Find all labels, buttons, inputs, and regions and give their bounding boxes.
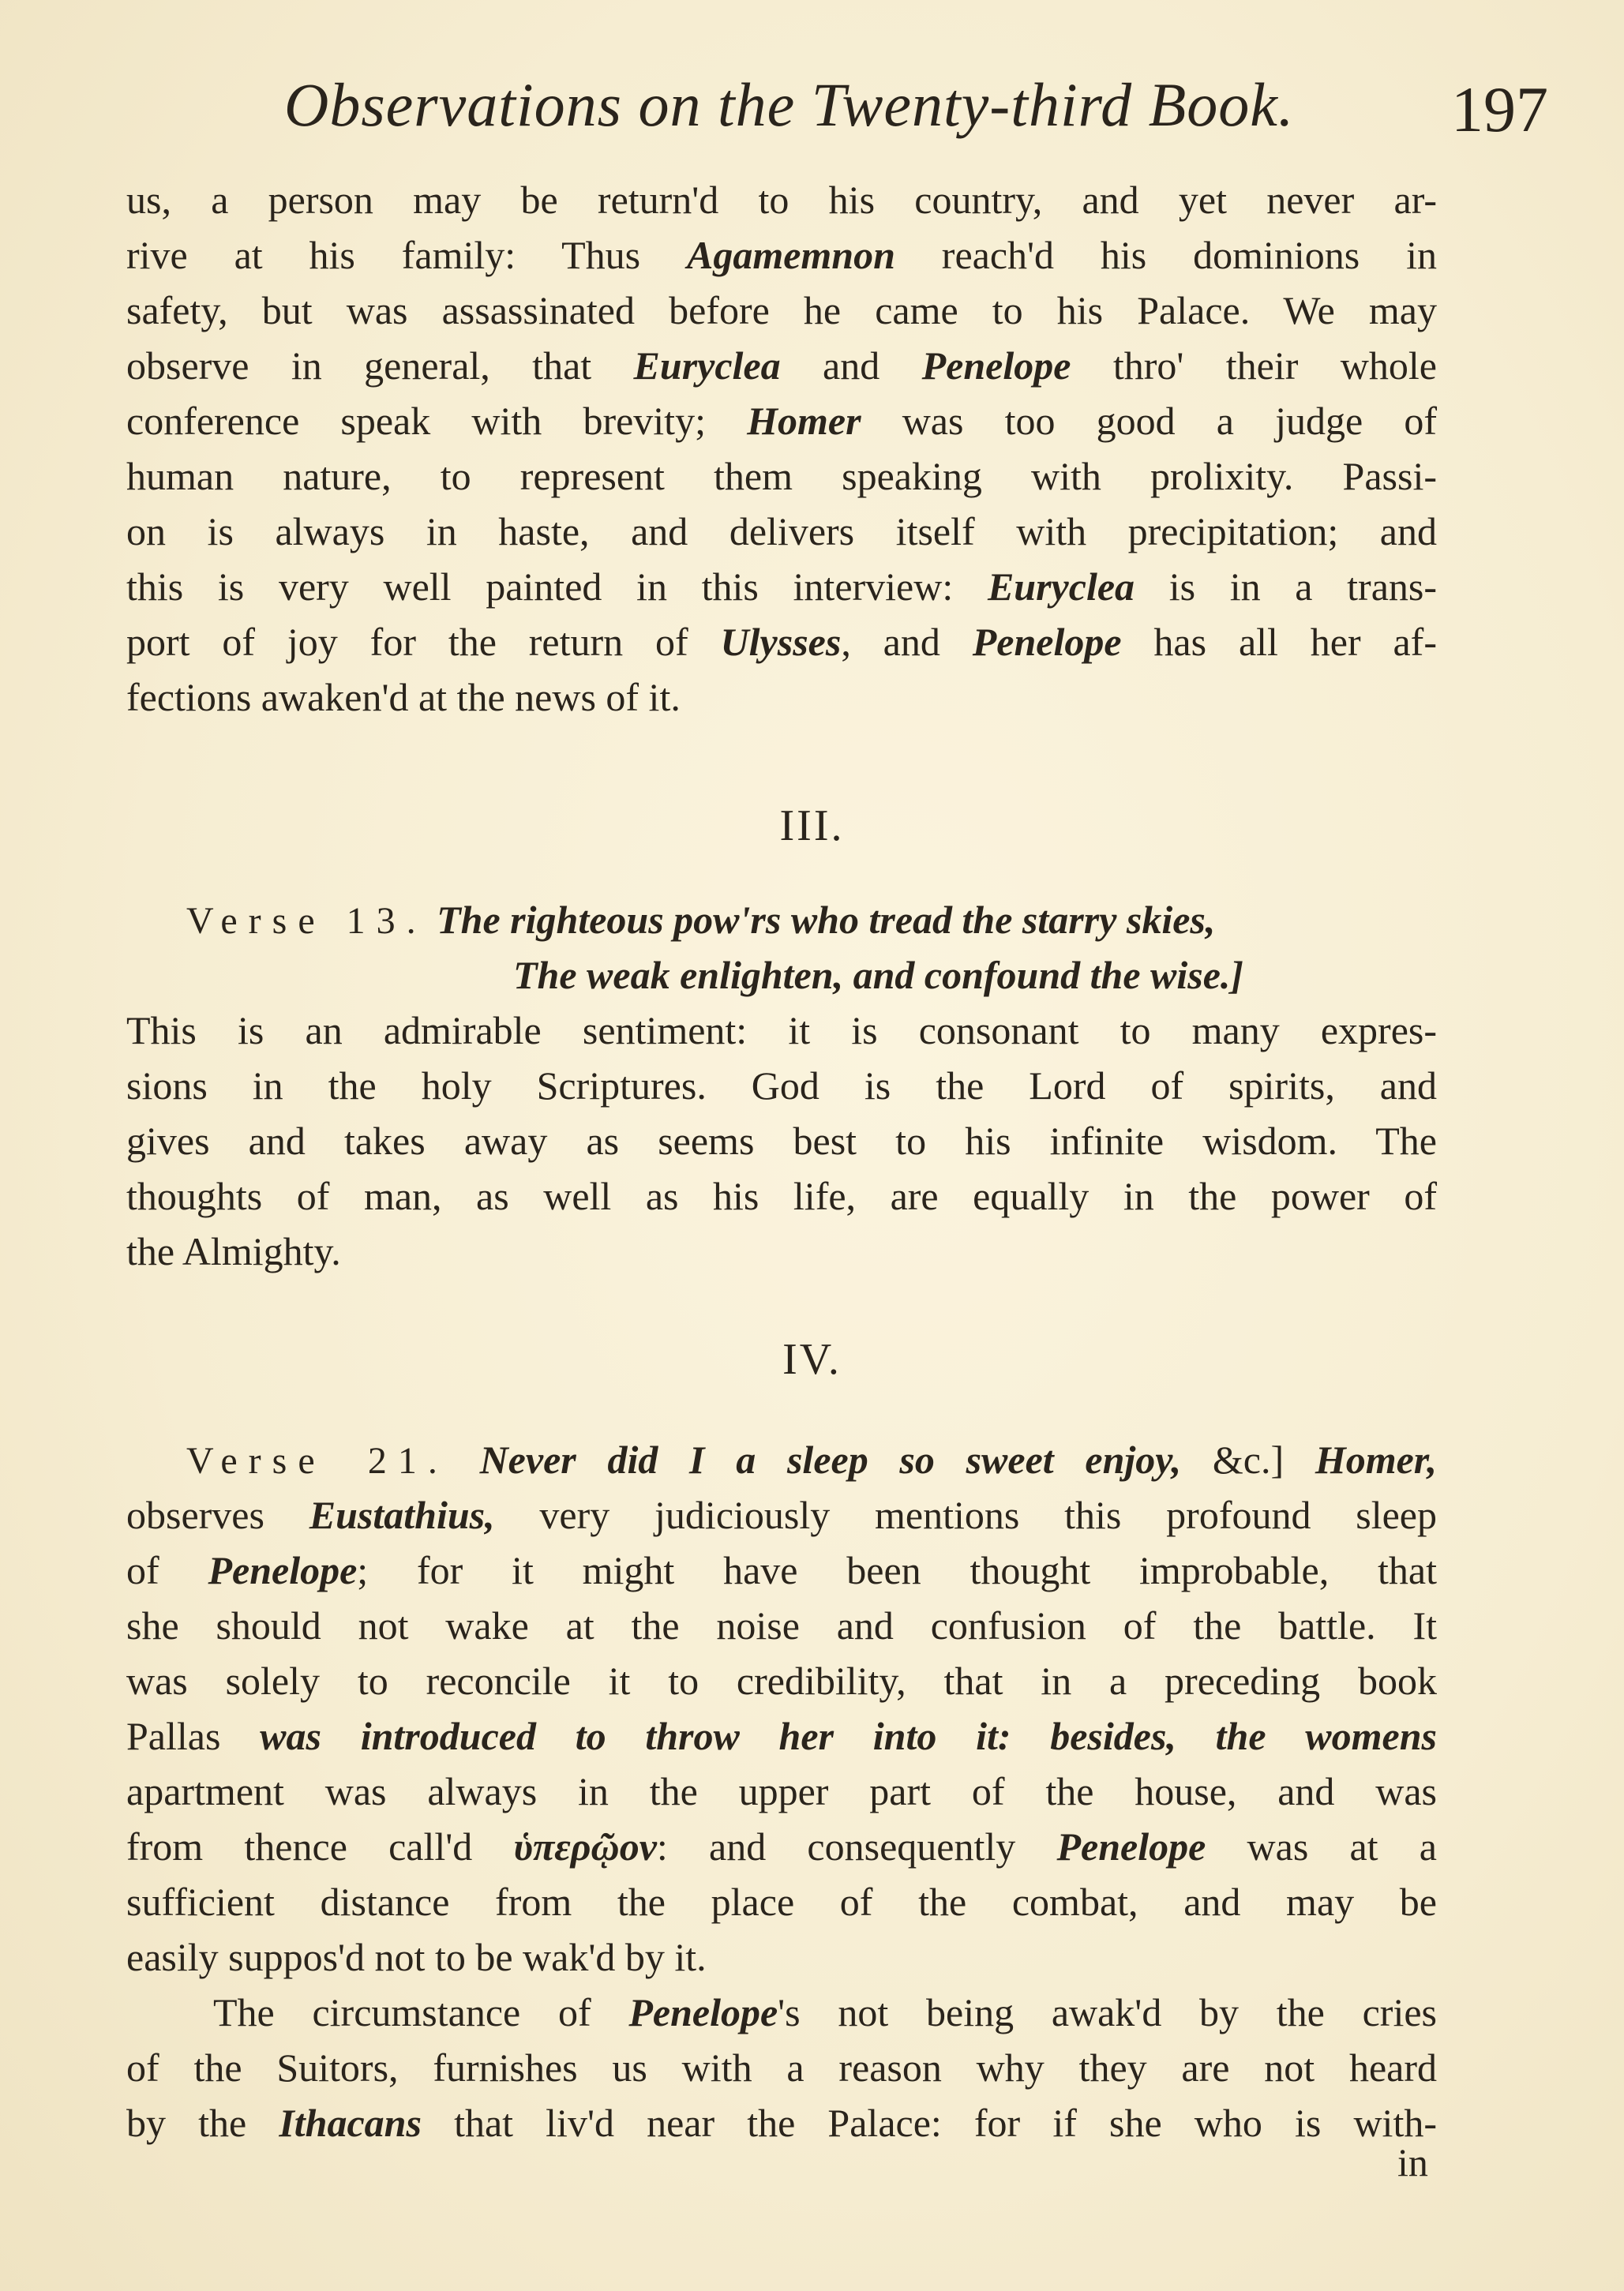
italic-name: Euryclea [633,343,781,388]
text-run: reach'd his dominions in [895,233,1437,277]
text-line [126,1224,1437,1279]
running-title: Observations on the Twenty-third Book. [284,70,1295,139]
text-run: the Almighty. [126,1229,341,1273]
text-run: by the [126,2101,279,2145]
paragraph-circumstance [126,1985,1437,2150]
text-run: port of joy for the return of [126,620,721,664]
page-number: 197 [1451,73,1548,145]
text-run: of [126,1548,208,1592]
text-line [126,1874,1437,1929]
text-run: is in a trans- [1135,564,1438,609]
italic-name: was introduced to throw her into it: besides, the womens [220,1714,1437,1758]
text-run: observes [126,1493,309,1537]
text-line [126,669,1437,725]
text-run: has all her af- [1121,620,1437,664]
text-run: observe in general, that [126,343,634,388]
catchword: in [1397,2140,1428,2184]
text-line [126,504,1437,559]
verse-13-citation-cont [513,947,1461,1003]
text-line [126,1113,1437,1168]
text-run: 's not being awak'd by the cries [778,1990,1437,2034]
italic-name: Ithacans [279,2101,422,2145]
text-run: us, a person may be return'd to his country, and yet never ar- [126,178,1437,222]
text-run: easily suppos'd not to be wak'd by it. [126,1935,707,1979]
text-run: this is very well painted in this interview: [126,564,988,609]
text-line [126,1653,1437,1708]
section-numeral-iv: IV. [782,1335,842,1384]
text-line [126,227,1437,283]
text-line [126,2040,1437,2095]
text-line [126,1708,1437,1764]
text-line [126,1168,1437,1224]
text-line [126,448,1437,504]
italic-name: Penelope [972,620,1122,664]
text-run: that liv'd near the Palace: for if she who is with- [421,2101,1437,2145]
text-run: , and [841,620,973,664]
text-run: This is an admirable sentiment: it is consonant to many expres- [126,1008,1437,1052]
italic-name: Penelope [628,1990,778,2034]
verse-quote: Never did I a sleep so sweet enjoy, [479,1438,1182,1482]
text-run: sions in the holy Scriptures. God is the Lord of spirits, and [126,1063,1437,1108]
text-run: The circumstance of [213,1990,629,2034]
italic-name: Agamemnon [686,233,895,277]
text-line [126,2095,1437,2150]
italic-name: Penelope [208,1548,358,1592]
italic-name: Penelope [1056,1824,1206,1869]
text-line [126,338,1437,393]
text-run: was solely to reconcile it to credibility, that in a preceding book [126,1659,1437,1703]
text-line [126,1764,1437,1819]
text-line [126,283,1437,338]
text-line [126,393,1437,448]
text-line [126,1487,1437,1543]
verse-13-citation [186,892,1434,949]
text-run: apartment was always in the upper part of the house, and was [126,1769,1437,1813]
paragraph-verse-21 [126,1487,1437,1985]
text-run: sufficient distance from the place of the combat, and may be [126,1880,1437,1924]
text-run: very judiciously mentions this profound sleep [494,1493,1438,1537]
section-numeral-iii: III. [779,801,845,850]
italic-name: Penelope [921,343,1071,388]
text-run: she should not wake at the noise and confusion of the battle. It [126,1603,1437,1648]
text-run: thoughts of man, as well as his life, are equally in the power of [126,1174,1437,1218]
text-run: of the Suitors, furnishes us with a reason why they are not heard [126,2045,1437,2090]
text-line [126,172,1437,227]
text-run: from thence call'd [126,1824,514,1869]
verse-label: Verse 21. [186,1440,448,1482]
text-line [126,1819,1437,1874]
verse-label: Verse 13. [186,900,427,942]
text-run: : and consequently [656,1824,1057,1869]
text-run: rive at his family: Thus [126,233,687,277]
text-run: safety, but was assassinated before he came to his Palace. We may [126,288,1437,332]
italic-name: ὑπερῷον [513,1824,657,1869]
text-line [126,1058,1437,1113]
text-run: was at a [1206,1824,1437,1869]
italic-name: Euryclea [987,564,1135,609]
text-line [126,1929,1437,1985]
italic-name: Ulysses [720,620,842,664]
verse-quote-tail: &c.] [1181,1438,1315,1482]
paragraph-continued [126,172,1437,725]
italic-name: Homer [747,399,861,443]
verse-quote-line-1: The righteous pow'rs who tread the starry skies, [437,898,1216,942]
text-run: fections awaken'd at the news of it. [126,675,681,719]
lead-name: Homer, [1315,1438,1438,1482]
text-line [126,1985,1437,2040]
text-run: on is always in haste, and delivers itself with precipitation; and [126,509,1437,553]
paragraph-verse-13 [126,1003,1437,1279]
verse-quote-line-2: The weak enlighten, and confound the wise.] [513,953,1244,997]
verse-21-citation [186,1432,1438,1489]
text-run: gives and takes away as seems best to his infinite wisdom. The [126,1119,1437,1163]
text-run: conference speak with brevity; [126,399,748,443]
text-run: was too good a judge of [861,399,1438,443]
text-run: human nature, to represent them speaking with prolixity. Passi- [126,454,1437,498]
text-line [126,559,1437,614]
text-run: thro' their whole [1071,343,1437,388]
text-line [126,1003,1437,1058]
text-run: and [780,343,922,388]
text-run: Pallas [126,1714,221,1758]
italic-name: Eustathius, [309,1493,495,1537]
text-line [126,1543,1437,1598]
text-line [126,1598,1437,1653]
text-line [126,614,1437,669]
text-run: ; for it might have been thought improbable, that [357,1548,1438,1592]
